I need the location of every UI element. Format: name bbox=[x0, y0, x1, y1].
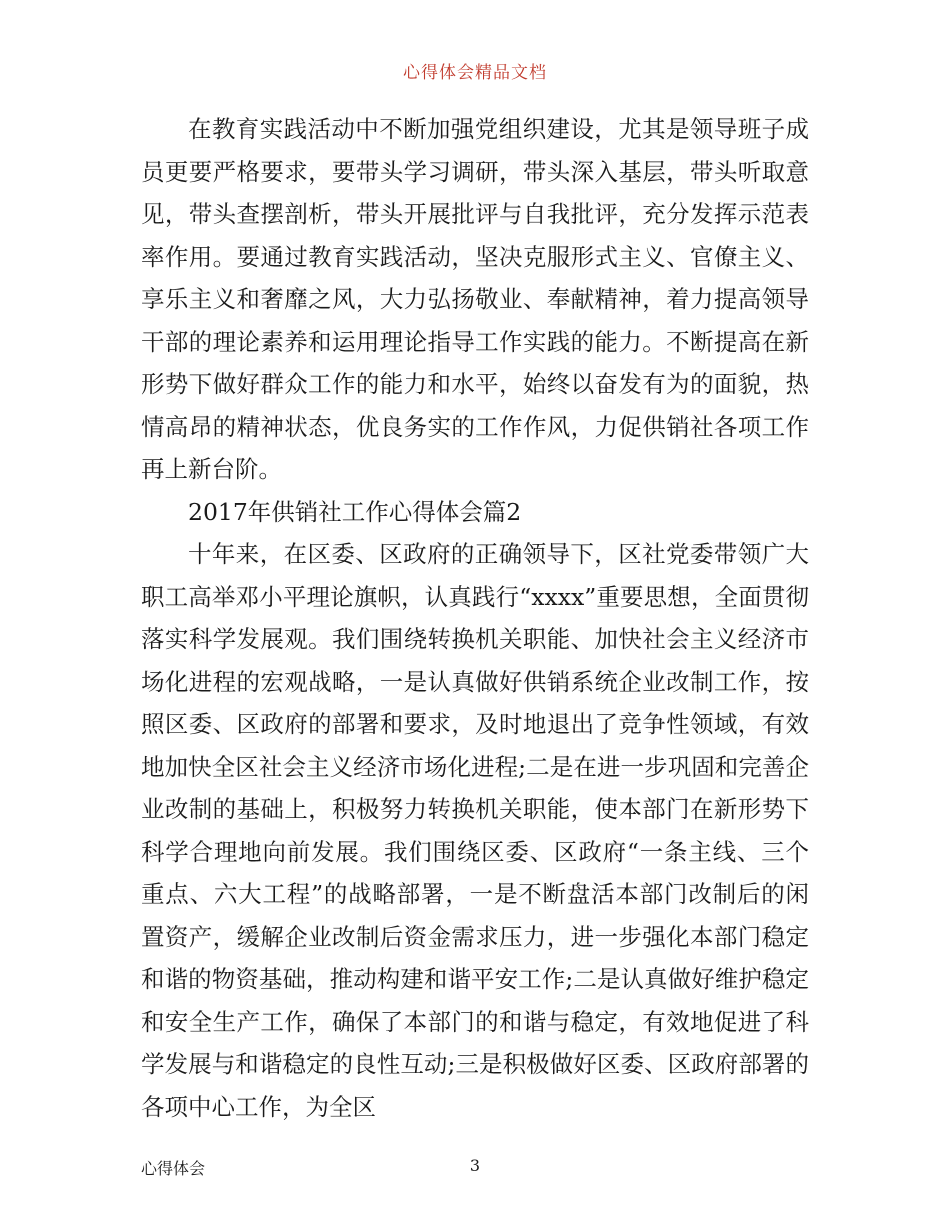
page-number: 3 bbox=[469, 1156, 481, 1175]
footer-label: 心得体会 bbox=[141, 1159, 206, 1178]
document-header-title: 心得体会精品文档 bbox=[403, 63, 547, 83]
document-body bbox=[141, 108, 809, 1128]
body-paragraph: 在教育实践活动中不断加强党组织建设，尤其是领导班子成员更要严格要求，要带头学习调研，带头深入基层，带头听取意见，带头查摆剖析，带头开展批评与自我批评，充分发挥示范表率作用。要通过教育实践活动，坚决克服形式主义、官僚主义、享乐主义和奢靡之风，大力弘扬敬业、奉献精神，着力提高领导干部的理论素养和运用理论指导工作实践的能力。不断提高在新形势下做好群众工作的能力和水平，始终以奋发有为的面貌，热情高昂的精神状态，优良务实的工作作风，力促供销社各项工作再上新台阶。 bbox=[141, 115, 809, 483]
section-heading: 2017年供销社工作心得体会篇2 bbox=[188, 497, 522, 526]
body-paragraph: 十年来，在区委、区政府的正确领导下，区社党委带领广大职工高举邓小平理论旗帜，认真践行“xxxx”重要思想，全面贯彻落实科学发展观。我们围绕转换机关职能、加快社会主义经济市场化进程的宏观战略，一是认真做好供销系统企业改制工作，按照区委、区政府的部署和要求，及时地退出了竞争性领域，有效地加快全区社会主义经济市场化进程;二是在进一步巩固和完善企业改制的基础上，积极努力转换机关职能，使本部门在新形势下科学合理地向前发展。我们围绕区委、区政府“一条主线、三个重点、六大工程”的战略部署，一是不断盘活本部门改制后的闲置资产，缓解企业改制后资金需求压力，进一步强化本部门稳定和谐的物资基础，推动构建和谐平安工作;二是认真做好维护稳定和安全生产工作，确保了本部门的和谐与稳定，有效地促进了科学发展与和谐稳定的良性互动;三是积极做好区委、区政府部署的各项中心工作，为全区 bbox=[141, 540, 809, 1121]
